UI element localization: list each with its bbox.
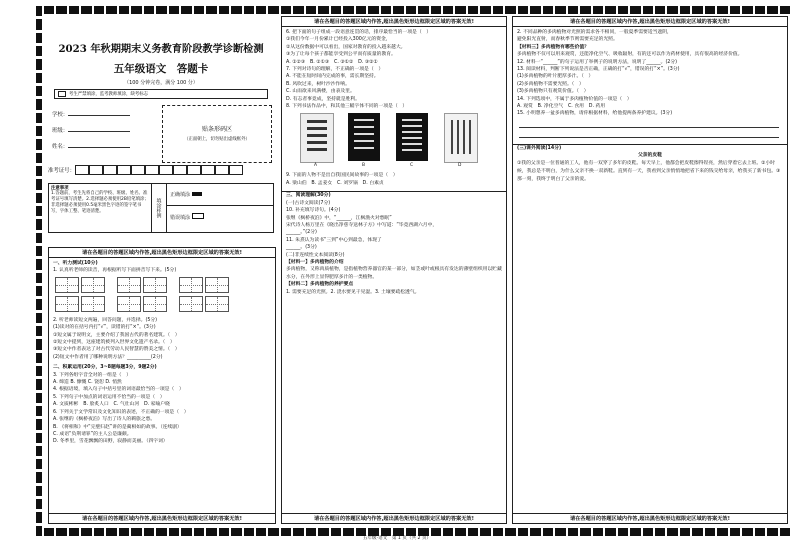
question-10: 9. 下面的人物不是出自我国民间故事的一项是（ ） bbox=[286, 173, 398, 179]
warning-top: 请在各题目的答题区域内作答,超出黑色矩形边框限定区域的答案无效! bbox=[513, 17, 787, 27]
question-16: 15. 小明想养一盆多肉植物，请你根据材料，给他提两条养护建议。(3分) bbox=[517, 111, 673, 117]
pinyin-grid[interactable] bbox=[49, 275, 275, 317]
column-1 bbox=[44, 16, 278, 524]
question-2: 2. 听老师读短文两遍，回答问题，并选择。(5分) bbox=[53, 317, 158, 323]
question-14: 13. 阅读材料，判断下列说法是否正确，正确的打“√”，错误的打“×”。(3分) bbox=[517, 67, 680, 73]
question-2-1: (1)读对的在括号内打“√”，读错的打“×”。(3分) bbox=[53, 325, 156, 331]
answer-area-1 bbox=[48, 247, 276, 524]
absence-check-label: 考生严禁填涂，监考教师填涂，缺考标志 bbox=[69, 92, 149, 97]
field-name[interactable]: 姓名： bbox=[52, 139, 130, 155]
material-2-text: 1. 需要充足的光照。2. 浇水要见干见湿。3. 土壤要疏松透气。 bbox=[286, 289, 420, 295]
student-info bbox=[44, 103, 278, 181]
barcode-note: （正面朝上，切勿贴出虚线框外） bbox=[184, 137, 250, 142]
material-3-title: 【材料三】多肉植物有哪些价值？ bbox=[517, 44, 589, 50]
exam-title: 2023 年秋期期末义务教育阶段教学诊断检测 bbox=[58, 43, 264, 55]
question-8-c: C. 山雨欲来风满楼，由表及里。 bbox=[286, 89, 355, 95]
warning-bottom: 请在各题目的答题区域内作答,超出黑色矩形边框限定区域的答案无效! bbox=[513, 513, 787, 523]
question-7-options: A. ①②③ B. ②①③ C. ③①② D. ③②① bbox=[286, 59, 378, 65]
calligraphy-images bbox=[282, 110, 506, 172]
question-3-options: A. 缔造 B. 慷慨 C. 饶恕 D. 悄然 bbox=[53, 380, 122, 386]
answer-lines-16[interactable] bbox=[513, 118, 787, 138]
info-fields bbox=[52, 107, 130, 155]
question-12: 11. 朱熹认为读书“三到”中心到最急，体现了 bbox=[286, 237, 382, 243]
material-1-title: 【材料一】多肉植物的介绍 bbox=[286, 259, 344, 265]
question-14-3[interactable]: (3)多肉植物只有观赏价值。（ ） bbox=[517, 89, 589, 95]
notice-box bbox=[48, 183, 274, 233]
question-10-options: A. 梁山伯 B. 孟姜女 C. 刘罗锅 D. 白素贞 bbox=[286, 180, 384, 186]
section-extra-reading: (三)课外阅读(14分) bbox=[517, 145, 562, 151]
column-2 bbox=[281, 16, 507, 524]
field-class[interactable]: 班级： bbox=[52, 123, 130, 139]
warning-bottom: 请在各题目的答题区域内作答,超出黑色矩形边框限定区域的答案无效! bbox=[282, 513, 506, 523]
story-title: 父亲的皮鞋 bbox=[638, 153, 662, 159]
fill-sample-label: 填涂样例 bbox=[152, 184, 167, 232]
question-11: 10. 补充填写诗句。(4分) bbox=[286, 208, 341, 214]
question-6-c: C. 成语“负荆请罪”的主人公是廉颇。 bbox=[53, 431, 132, 437]
column-3 bbox=[512, 16, 788, 524]
calligraphy-d-image bbox=[444, 113, 478, 163]
question-5-options: A. 文质彬彬 B. 脍炙人口 C. 气壮山河 D. 家喻户晓 bbox=[53, 402, 170, 408]
warning-top: 请在各题目的答题区域内作答,超出黑色矩形边框限定区域的答案无效! bbox=[49, 248, 275, 258]
calligraphy-d-label: D bbox=[458, 163, 462, 169]
sheet-subject: 五年级语文 答题卡 bbox=[113, 63, 209, 75]
question-9: 8. 下列书法作品中，和其他三幅字体不同的一项是（ ） bbox=[286, 104, 408, 110]
question-14-2[interactable]: (2)多肉植物不需要光照。（ ） bbox=[517, 81, 584, 87]
material-text-1: 2. 不同品种的多肉植物对光照的需求各不相同，一般夏季需要适当遮阴， bbox=[517, 30, 672, 35]
alignment-marks-side bbox=[36, 6, 42, 536]
section-accumulation: 二、积累运用(20分，3~8题每题3分，9题2分) bbox=[53, 365, 157, 371]
question-6-d: D. 冬季里，雪花飘飘的田野，寂静而美丽。（四字词） bbox=[53, 439, 168, 445]
question-8-b: B. 风吹过来，树叶沙沙作响。 bbox=[286, 81, 350, 87]
question-1: 1. 认真听老师的读音，再根据听写下面拼音写下来。(5分) bbox=[53, 268, 177, 274]
question-8-a: A. 不能在短时间内完成的事，需长期坚持。 bbox=[286, 74, 379, 80]
question-15: 14. 下列选项中，不属于多肉植物价值的一项是（ ） bbox=[517, 96, 632, 102]
material-text-2: 避免阳光直射，而春秋季节则需要充足的光照。 bbox=[517, 37, 618, 43]
barcode-area bbox=[162, 105, 272, 163]
calligraphy-a-image bbox=[300, 113, 334, 163]
exam-note: （100 分钟完卷，满分 100 分） bbox=[124, 80, 198, 86]
question-7-b: ②从这份数据中可以看出，国家对教育的投入越来越大。 bbox=[286, 44, 406, 50]
section-poetry: (一)古诗文阅读(7分) bbox=[286, 200, 331, 206]
question-2-1-a: ①短文属于说明文，主要介绍了我国古代的著名建筑。（ ） bbox=[53, 332, 180, 338]
question-11-b: 宋代诗人杨万里在《晓出净慈寺送林子方》中写道：“毕竟西湖六月中， bbox=[286, 222, 438, 228]
page-footer: 五年级·语文 第 1 页（共 2 页） bbox=[362, 536, 432, 541]
question-6: 6. 下列关于文学常识及文化知识的表述，不正确的一项是（ ） bbox=[53, 409, 189, 415]
question-8-d: D. 有志者事竟成，坚持就是胜利。 bbox=[286, 96, 360, 102]
question-12-answer[interactable]: ______。(3分) bbox=[286, 245, 317, 251]
question-7-a: ①我们今年一月份累计已经投入300亿元的资金， bbox=[286, 37, 391, 43]
warning-bottom: 请在各题目的答题区域内作答,超出黑色矩形边框限定区域的答案无效! bbox=[49, 513, 275, 523]
question-8: 7. 下列对诗句的理解，不正确的一项是（ ） bbox=[286, 67, 384, 73]
barcode-label: 贴条形码区 bbox=[201, 126, 232, 133]
absence-checkbox[interactable] bbox=[58, 91, 66, 97]
calligraphy-a-label: A bbox=[314, 163, 318, 169]
question-11-c[interactable]: ______。”(2分) bbox=[286, 230, 317, 236]
alignment-marks-top bbox=[44, 6, 790, 14]
section-reading: 三、阅读理解(30分) bbox=[286, 193, 331, 199]
question-7-c: ③为了让每个孩子都能享受到公平而有质量的教育。 bbox=[286, 52, 396, 58]
material-3-text: 多肉植物不仅可以用来观赏，还能净化空气、吸收辐射，有的还可以作为药材使用，具有很高的经济价值。 bbox=[517, 52, 743, 58]
question-11-a[interactable]: 张继《枫桥夜泊》中，“______，江枫渔火对愁眠” bbox=[286, 215, 392, 221]
absence-check bbox=[54, 89, 268, 99]
question-3: 3. 下列各组字音全对的一组是（ ） bbox=[53, 372, 132, 378]
field-school[interactable]: 学校： bbox=[52, 107, 130, 123]
material-2-title: 【材料二】多肉植物的养护要点 bbox=[286, 282, 354, 288]
question-5: 5. 下列句子中加点的词语运用不恰当的一项是（ ） bbox=[53, 394, 165, 400]
section-listening: 一、听力测试(10分) bbox=[53, 261, 98, 266]
calligraphy-c-label: C bbox=[410, 163, 414, 169]
calligraphy-b-image bbox=[348, 113, 380, 161]
material-1-text: 多肉植物，又称肉质植物，是指植物营养器官的某一部分，如茎或叶或根具有发达的薄壁组织用以贮藏水分，在外形上显得肥厚多汁的一类植物。 bbox=[286, 267, 502, 280]
question-7: 6. 把下面的句子组成一段语意连贯的话，排序最恰当的一项是（ ） bbox=[286, 30, 432, 35]
fill-samples: 正确填涂 错误填涂 bbox=[167, 184, 273, 232]
question-2-1-b: ②短文中提到，这座建筑被列入世界文化遗产名录。（ ） bbox=[53, 340, 175, 346]
admission-number bbox=[48, 165, 243, 175]
calligraphy-b-label: B bbox=[362, 163, 366, 169]
question-4: 4. 根据语境，填入句子中括号里的词语最恰当的一项是（ ） bbox=[53, 387, 184, 393]
notice-text: 注意事项 1.答题前，考生先将自己的学校、班级、姓名、准考证号填写清楚。2.选择题必须使用2B铅笔填涂；非选择题必须使用0.5毫米黑色字迹的签字笔书写，字体工整、笔迹清楚。 bbox=[49, 184, 152, 232]
question-2-2: (2)短文中作者用了哪种说明方法？__________(2分) bbox=[53, 354, 163, 360]
story-text: ①我的父亲是一位普通的工人，他有一双穿了多年的皮鞋。每天早上，他都会把皮鞋擦得锃亮，然后穿着它去上班。②小时候，我总是不明白，为什么父亲不换一双新鞋。直到有一天，我看到父亲悄悄地把省下来的钱交给母亲，给我买了新书包。③那一刻，我终于明白了父亲的爱。 bbox=[517, 160, 781, 183]
question-6-b: B. 《将相和》中“完璧归赵”讲的是蔺相如的故事。（连续剧） bbox=[53, 424, 182, 430]
question-13[interactable]: 12. 材料一“______”的句子运用了举例子的说明方法，说明了______。(2分) bbox=[517, 59, 678, 65]
admission-number-label: 准考证号： bbox=[48, 168, 75, 174]
calligraphy-c-image bbox=[396, 113, 428, 161]
question-2-1-c: ③短文中作者表达了对古代劳动人民智慧的赞美之情。（ ） bbox=[53, 347, 180, 353]
admission-number-boxes[interactable] bbox=[75, 165, 243, 175]
section-nonlinear: (二)非连续性文本阅读(8分) bbox=[286, 252, 345, 258]
question-14-1[interactable]: (1)多肉植物的叶片肥厚多汁。（ ） bbox=[517, 74, 594, 80]
warning-top: 请在各题目的答题区域内作答,超出黑色矩形边框限定区域的答案无效! bbox=[282, 17, 506, 27]
question-6-a: A. 张继的《枫桥夜泊》写出了诗人的羁旅之愁。 bbox=[53, 417, 156, 423]
question-15-options: A. 观赏 B. 净化空气 C. 食用 D. 药用 bbox=[517, 104, 606, 110]
